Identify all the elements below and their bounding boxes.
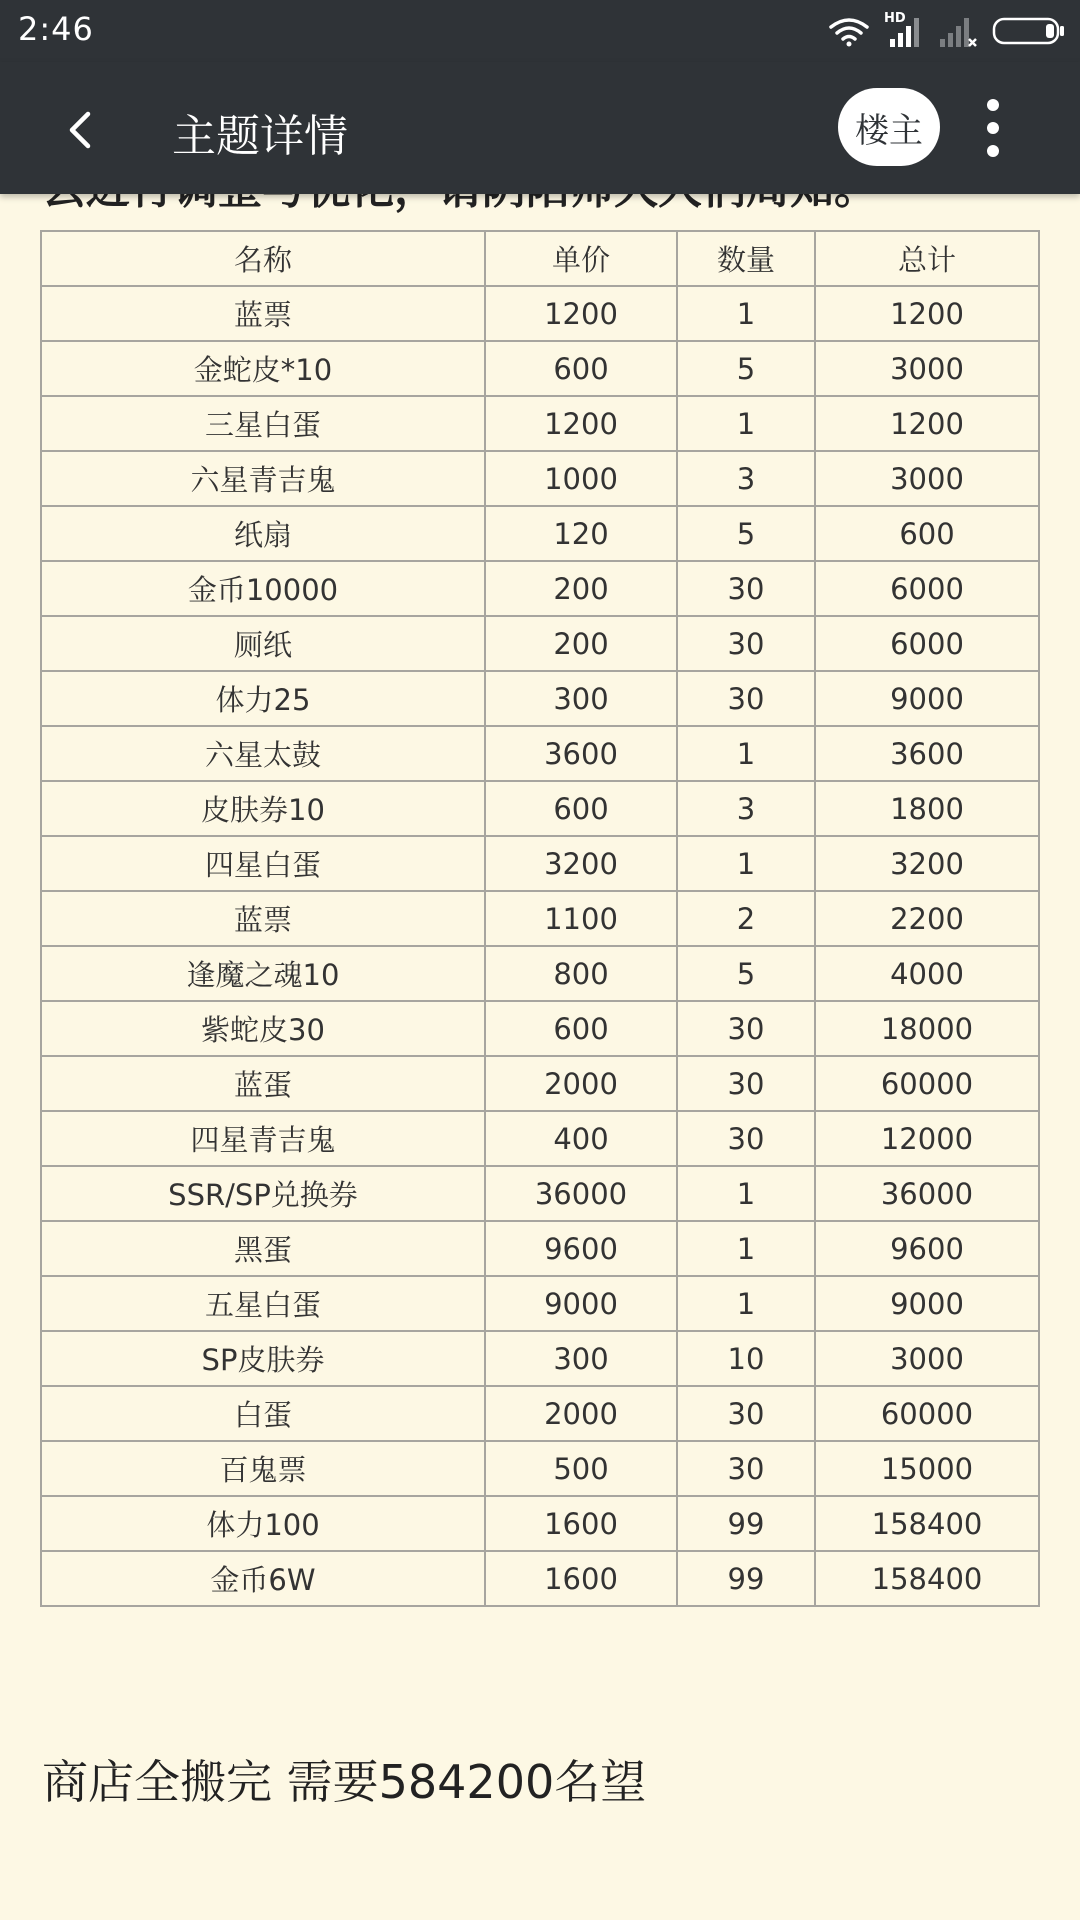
- cell-quantity: 30: [677, 671, 815, 726]
- cell-name: 紫蛇皮30: [41, 1001, 485, 1056]
- cell-unit-price: 300: [485, 1331, 677, 1386]
- cell-unit-price: 1600: [485, 1551, 677, 1606]
- table-row: [41, 1056, 1039, 1111]
- table-row: [41, 506, 1039, 561]
- cell-total: 2200: [815, 891, 1039, 946]
- cell-name: 蓝票: [41, 286, 485, 341]
- op-only-button[interactable]: 楼主: [838, 88, 940, 166]
- cell-name: 金蛇皮*10: [41, 341, 485, 396]
- header-unit-price: 单价: [485, 231, 677, 286]
- cell-name: 黑蛋: [41, 1221, 485, 1276]
- cell-unit-price: 1000: [485, 451, 677, 506]
- cell-unit-price: 9600: [485, 1221, 677, 1276]
- table-row: [41, 781, 1039, 836]
- cell-quantity: 1: [677, 1221, 815, 1276]
- cell-quantity: 1: [677, 1166, 815, 1221]
- status-icons: [828, 12, 1066, 50]
- cell-name: SP皮肤券: [41, 1331, 485, 1386]
- table-row: [41, 396, 1039, 451]
- cell-quantity: 1: [677, 726, 815, 781]
- cell-quantity: 1: [677, 396, 815, 451]
- header-total: 总计: [815, 231, 1039, 286]
- summary-text: 商店全搬完 需要584200名望: [42, 1755, 647, 1809]
- cell-unit-price: 600: [485, 341, 677, 396]
- status-time: 2:46: [18, 10, 94, 48]
- cell-total: 60000: [815, 1056, 1039, 1111]
- cell-name: 四星白蛋: [41, 836, 485, 891]
- cell-quantity: 3: [677, 781, 815, 836]
- cell-name: 体力100: [41, 1496, 485, 1551]
- cell-total: 600: [815, 506, 1039, 561]
- cell-quantity: 30: [677, 1056, 815, 1111]
- cell-quantity: 99: [677, 1496, 815, 1551]
- cell-unit-price: 1200: [485, 396, 677, 451]
- cell-total: 6000: [815, 616, 1039, 671]
- cell-unit-price: 800: [485, 946, 677, 1001]
- table-row: [41, 836, 1039, 891]
- battery-icon: [992, 16, 1066, 46]
- table-row: [41, 561, 1039, 616]
- table-row: [41, 1111, 1039, 1166]
- header-name: 名称: [41, 231, 485, 286]
- wifi-icon: [828, 16, 870, 46]
- post-content[interactable]: [0, 194, 1080, 1920]
- cell-total: 158400: [815, 1551, 1039, 1606]
- cell-unit-price: 2000: [485, 1386, 677, 1441]
- cell-unit-price: 1200: [485, 286, 677, 341]
- cell-unit-price: 2000: [485, 1056, 677, 1111]
- table-row: [41, 616, 1039, 671]
- table-row: [41, 341, 1039, 396]
- cell-total: 12000: [815, 1111, 1039, 1166]
- cell-unit-price: 3200: [485, 836, 677, 891]
- table-row: [41, 671, 1039, 726]
- cell-name: 金币6W: [41, 1551, 485, 1606]
- back-button[interactable]: [48, 98, 112, 162]
- back-arrow-icon: [64, 110, 96, 150]
- cell-unit-price: 1600: [485, 1496, 677, 1551]
- hd-signal-icon: [884, 13, 924, 49]
- cell-total: 60000: [815, 1386, 1039, 1441]
- cell-unit-price: 1100: [485, 891, 677, 946]
- cell-total: 36000: [815, 1166, 1039, 1221]
- cell-total: 1800: [815, 781, 1039, 836]
- cell-name: SSR/SP兑换券: [41, 1166, 485, 1221]
- cell-quantity: 1: [677, 836, 815, 891]
- cell-quantity: 5: [677, 946, 815, 1001]
- cell-total: 9000: [815, 1276, 1039, 1331]
- cell-quantity: 30: [677, 1001, 815, 1056]
- page-title: 主题详情: [172, 111, 348, 162]
- cell-total: 3000: [815, 451, 1039, 506]
- cell-total: 158400: [815, 1496, 1039, 1551]
- cell-name: 三星白蛋: [41, 396, 485, 451]
- cell-total: 9000: [815, 671, 1039, 726]
- table-header-row: [41, 231, 1039, 286]
- table-row: [41, 1166, 1039, 1221]
- cell-quantity: 99: [677, 1551, 815, 1606]
- signal-no-sim-icon: [938, 13, 978, 49]
- cell-quantity: 1: [677, 286, 815, 341]
- status-bar: [0, 0, 1080, 62]
- cell-unit-price: 600: [485, 1001, 677, 1056]
- table-row: [41, 1441, 1039, 1496]
- cell-quantity: 2: [677, 891, 815, 946]
- cell-total: 1200: [815, 396, 1039, 451]
- table-row: [41, 451, 1039, 506]
- cell-unit-price: 120: [485, 506, 677, 561]
- cell-unit-price: 500: [485, 1441, 677, 1496]
- cell-name: 百鬼票: [41, 1441, 485, 1496]
- cell-name: 六星太鼓: [41, 726, 485, 781]
- cell-quantity: 5: [677, 506, 815, 561]
- table-row: [41, 1551, 1039, 1606]
- cell-name: 金币10000: [41, 561, 485, 616]
- table-row: [41, 286, 1039, 341]
- cell-total: 4000: [815, 946, 1039, 1001]
- header-quantity: 数量: [677, 231, 815, 286]
- cell-quantity: 30: [677, 1111, 815, 1166]
- table-row: [41, 1496, 1039, 1551]
- cell-name: 皮肤券10: [41, 781, 485, 836]
- cell-total: 6000: [815, 561, 1039, 616]
- table-row: [41, 946, 1039, 1001]
- cell-unit-price: 400: [485, 1111, 677, 1166]
- cell-name: 五星白蛋: [41, 1276, 485, 1331]
- cell-unit-price: 200: [485, 561, 677, 616]
- table-row: [41, 1001, 1039, 1056]
- more-menu-button[interactable]: [968, 92, 1018, 164]
- table-row: [41, 726, 1039, 781]
- cell-name: 体力25: [41, 671, 485, 726]
- cell-quantity: 30: [677, 1386, 815, 1441]
- cell-quantity: 1: [677, 1276, 815, 1331]
- hd-label: HD: [884, 11, 906, 26]
- cell-total: 3200: [815, 836, 1039, 891]
- cell-unit-price: 600: [485, 781, 677, 836]
- cell-name: 纸扇: [41, 506, 485, 561]
- cell-quantity: 10: [677, 1331, 815, 1386]
- cell-name: 六星青吉鬼: [41, 451, 485, 506]
- table-row: [41, 1221, 1039, 1276]
- cell-unit-price: 200: [485, 616, 677, 671]
- cell-name: 白蛋: [41, 1386, 485, 1441]
- table-body: [41, 286, 1039, 1606]
- cell-quantity: 30: [677, 561, 815, 616]
- cell-unit-price: 36000: [485, 1166, 677, 1221]
- cell-unit-price: 3600: [485, 726, 677, 781]
- cell-total: 9600: [815, 1221, 1039, 1276]
- table-row: [41, 891, 1039, 946]
- table-row: [41, 1386, 1039, 1441]
- cell-quantity: 30: [677, 616, 815, 671]
- cell-unit-price: 9000: [485, 1276, 677, 1331]
- cell-total: 3000: [815, 1331, 1039, 1386]
- price-table: [40, 230, 1040, 1607]
- cell-name: 四星青吉鬼: [41, 1111, 485, 1166]
- cell-unit-price: 300: [485, 671, 677, 726]
- cell-quantity: 30: [677, 1441, 815, 1496]
- cell-name: 蓝蛋: [41, 1056, 485, 1111]
- cell-total: 1200: [815, 286, 1039, 341]
- cell-quantity: 5: [677, 341, 815, 396]
- cell-name: 蓝票: [41, 891, 485, 946]
- cell-total: 3000: [815, 341, 1039, 396]
- app-bar: [0, 62, 1080, 194]
- cell-quantity: 3: [677, 451, 815, 506]
- signal-icon: [884, 13, 924, 49]
- table-row: [41, 1276, 1039, 1331]
- cell-total: 18000: [815, 1001, 1039, 1056]
- cell-name: 逢魔之魂10: [41, 946, 485, 1001]
- cell-total: 3600: [815, 726, 1039, 781]
- table-row: [41, 1331, 1039, 1386]
- cell-total: 15000: [815, 1441, 1039, 1496]
- cell-name: 厕纸: [41, 616, 485, 671]
- more-vertical-icon: [985, 98, 1001, 158]
